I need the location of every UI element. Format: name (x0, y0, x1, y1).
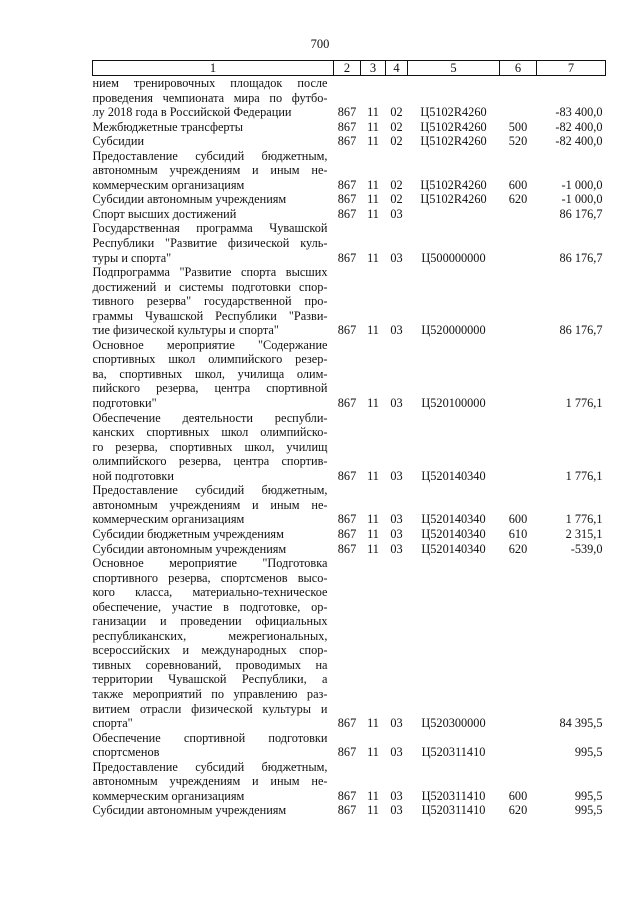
description-line: Государственная программа Чувашской (92, 221, 328, 236)
description-line: обеспечение, участие в подготовке, ор- (92, 599, 328, 614)
description-line: Субсидии автономным учреждениям (92, 803, 287, 818)
table-row (93, 120, 606, 135)
row-description (93, 221, 334, 265)
row-description (93, 803, 334, 818)
description-line: достижений и системы подготовки спор- (92, 279, 328, 294)
description-line: ганизации и проведении официальных (92, 614, 328, 629)
amount-value: 2 315,1 (565, 526, 603, 541)
amount-value: 1 776,1 (565, 396, 603, 411)
target-article-code: Ц520300000 (421, 716, 486, 731)
target-article-code: Ц520140340 (421, 512, 486, 527)
ministry-code: 867 (337, 206, 357, 221)
target-article-code: Ц520311410 (421, 788, 486, 803)
ministry-code: 867 (337, 526, 357, 541)
amount-value: 86 176,7 (559, 323, 603, 338)
amount-value: -82 400,0 (555, 134, 603, 149)
table-row (93, 207, 606, 222)
subsection-code: 03 (390, 745, 403, 760)
subsection-code: 03 (390, 323, 403, 338)
target-article-code: Ц520311410 (421, 803, 486, 818)
subsection-code: 03 (390, 803, 403, 818)
section-code: 11 (367, 512, 379, 527)
expense-type-code: 610 (508, 526, 528, 541)
section-code: 11 (367, 396, 379, 411)
table-row (93, 527, 606, 542)
header-col-2: 2 (334, 61, 361, 76)
section-code: 11 (367, 177, 379, 192)
description-line: Предоставление субсидий бюджетным, (92, 148, 328, 163)
ministry-code: 867 (337, 541, 357, 556)
ministry-code: 867 (337, 192, 357, 207)
description-line: коммерческим организациям (92, 788, 245, 803)
description-line: спортивного резерва, спортсменов высо- (92, 570, 328, 585)
description-line: спортивных школ олимпийского резер- (92, 352, 328, 367)
description-line: Спорт высших достижений (92, 206, 237, 221)
section-code: 11 (367, 323, 379, 338)
description-line: граммы Чувашской Республики "Разви- (92, 308, 328, 323)
budget-table (92, 60, 605, 818)
ministry-code: 867 (337, 745, 357, 760)
ministry-code: 867 (337, 105, 357, 120)
table-row (93, 556, 606, 731)
row-description (93, 542, 334, 557)
subsection-code: 03 (390, 396, 403, 411)
expense-type-code: 600 (508, 177, 528, 192)
row-description (93, 411, 334, 484)
description-line: Обеспечение деятельности республи- (92, 410, 328, 425)
table-row (93, 760, 606, 804)
row-description (93, 192, 334, 207)
table-row (93, 483, 606, 527)
expense-type-code (500, 76, 537, 120)
expense-type-code (500, 411, 537, 484)
section-code: 11 (367, 192, 379, 207)
target-article-code: Ц5102R4260 (420, 177, 487, 192)
row-description (93, 76, 334, 120)
target-article-code: Ц500000000 (421, 250, 486, 265)
description-line: республиканских, межрегиональных, (92, 628, 328, 643)
amount-value: -83 400,0 (555, 105, 603, 120)
amount-value: 84 395,5 (559, 716, 603, 731)
section-code: 11 (367, 134, 379, 149)
description-line: тие физической культуры и спорта" (92, 323, 279, 338)
expense-type-code (500, 338, 537, 411)
description-line: Основное мероприятие "Содержание (92, 337, 328, 352)
table-row (93, 731, 606, 760)
description-line: спортсменов (92, 745, 160, 760)
description-line: подготовки" (92, 396, 157, 411)
section-code: 11 (367, 526, 379, 541)
target-article-code: Ц520000000 (421, 323, 486, 338)
expense-type-code: 600 (508, 788, 528, 803)
subsection-code: 03 (390, 788, 403, 803)
amount-value: 86 176,7 (559, 206, 603, 221)
subsection-code: 03 (390, 541, 403, 556)
table-row (93, 221, 606, 265)
section-code: 11 (367, 119, 379, 134)
description-line: ной подготовки (92, 468, 174, 483)
ministry-code: 867 (337, 177, 357, 192)
subsection-code: 03 (390, 468, 403, 483)
description-line: нием тренировочных площадок после (92, 76, 328, 90)
section-code: 11 (367, 716, 379, 731)
row-description (93, 556, 334, 731)
ministry-code: 867 (337, 716, 357, 731)
header-col-6: 6 (500, 61, 537, 76)
row-description (93, 207, 334, 222)
description-line: лу 2018 года в Российской Федерации (92, 105, 292, 120)
expense-type-code: 620 (508, 541, 528, 556)
description-line: туры и спорта" (92, 250, 172, 265)
target-article-code: Ц5102R4260 (420, 105, 487, 120)
target-article-code: Ц520100000 (421, 396, 486, 411)
expense-type-code (500, 221, 537, 265)
description-line: автономным учреждениям и иным не- (92, 163, 328, 178)
description-line: Подпрограмма "Развитие спорта высших (92, 265, 328, 280)
row-description (93, 527, 334, 542)
header-col-3: 3 (361, 61, 386, 76)
ministry-code: 867 (337, 119, 357, 134)
target-article-code: Ц5102R4260 (420, 192, 487, 207)
section-code: 11 (367, 541, 379, 556)
description-line: Субсидии автономным учреждениям (92, 541, 287, 556)
header-col-5: 5 (408, 61, 500, 76)
table-body (93, 76, 606, 818)
description-line: Обеспечение спортивной подготовки (92, 730, 328, 745)
description-line: Межбюджетные трансферты (92, 119, 244, 134)
target-article-code (408, 207, 500, 222)
expense-type-code: 620 (508, 803, 528, 818)
subsection-code: 02 (390, 119, 403, 134)
description-line: автономным учреждениям и иным не- (92, 497, 328, 512)
description-line: пийского резерва, центра спортивной (92, 381, 328, 396)
table-row (93, 338, 606, 411)
table-header (93, 61, 606, 76)
expense-type-code (500, 556, 537, 731)
amount-value: 995,5 (574, 788, 603, 803)
section-code: 11 (367, 206, 379, 221)
description-line: олимпийского резерва, центра спортив- (92, 454, 328, 469)
table-row (93, 411, 606, 484)
description-line: тивного резерва" государственной про- (92, 294, 328, 309)
row-description (93, 120, 334, 135)
description-line: го резерва, спортивных школ, училищ (92, 439, 328, 454)
amount-value: -1 000,0 (561, 177, 603, 192)
amount-value: 1 776,1 (565, 468, 603, 483)
subsection-code: 02 (390, 105, 403, 120)
description-line: проведения чемпионата мира по футбо- (92, 90, 328, 105)
description-line: Субсидии автономным учреждениям (92, 192, 287, 207)
section-code: 11 (367, 745, 379, 760)
amount-value: -539,0 (570, 541, 603, 556)
description-line: тивных соревнований, проводимых на (92, 657, 328, 672)
subsection-code: 03 (390, 716, 403, 731)
table-row (93, 265, 606, 338)
section-code: 11 (367, 105, 379, 120)
expense-type-code: 600 (508, 512, 528, 527)
expense-type-code (500, 207, 537, 222)
amount-value: 86 176,7 (559, 250, 603, 265)
row-description (93, 731, 334, 760)
description-line: Республики "Развитие физической куль- (92, 236, 328, 251)
expense-type-code (500, 731, 537, 760)
description-line: спорта" (92, 716, 133, 731)
ministry-code: 867 (337, 803, 357, 818)
description-line: кого класса, материально-техническое (92, 585, 328, 600)
expense-type-code: 520 (508, 134, 528, 149)
section-code: 11 (367, 788, 379, 803)
table-row (93, 134, 606, 149)
description-line: Предоставление субсидий бюджетным, (92, 759, 328, 774)
amount-value: -1 000,0 (561, 192, 603, 207)
description-line: также мероприятий по управлению раз- (92, 686, 328, 701)
header-col-4: 4 (386, 61, 408, 76)
subsection-code: 02 (390, 134, 403, 149)
description-line: Предоставление субсидий бюджетным, (92, 483, 328, 498)
table-row (93, 149, 606, 193)
ministry-code: 867 (337, 250, 357, 265)
ministry-code: 867 (337, 512, 357, 527)
row-description (93, 134, 334, 149)
row-description (93, 338, 334, 411)
description-line: территории Чувашской Республики, а (92, 672, 328, 687)
section-code: 11 (367, 468, 379, 483)
description-line: ва, спортивных школ, училища олим- (92, 366, 328, 381)
page-number: 700 (310, 37, 330, 51)
table-row (93, 76, 606, 120)
subsection-code: 03 (390, 250, 403, 265)
table-row (93, 192, 606, 207)
header-col-1: 1 (93, 61, 334, 76)
amount-value: 1 776,1 (565, 512, 603, 527)
description-line: Субсидии (92, 134, 145, 149)
section-code: 11 (367, 803, 379, 818)
amount-value: 995,5 (574, 803, 603, 818)
section-code: 11 (367, 250, 379, 265)
description-line: коммерческим организациям (92, 512, 245, 527)
target-article-code: Ц5102R4260 (420, 134, 487, 149)
ministry-code: 867 (337, 134, 357, 149)
subsection-code: 03 (390, 512, 403, 527)
ministry-code: 867 (337, 468, 357, 483)
target-article-code: Ц520140340 (421, 468, 486, 483)
target-article-code: Ц5102R4260 (420, 119, 487, 134)
subsection-code: 03 (390, 526, 403, 541)
target-article-code: Ц520311410 (421, 745, 486, 760)
target-article-code: Ц520140340 (421, 541, 486, 556)
ministry-code: 867 (337, 396, 357, 411)
header-col-7: 7 (537, 61, 606, 76)
ministry-code: 867 (337, 323, 357, 338)
table-row (93, 542, 606, 557)
ministry-code: 867 (337, 788, 357, 803)
description-line: коммерческим организациям (92, 177, 245, 192)
description-line: автономным учреждениям и иным не- (92, 774, 328, 789)
description-line: всероссийских и международных спор- (92, 643, 328, 658)
subsection-code: 03 (390, 206, 403, 221)
expense-type-code: 620 (508, 192, 528, 207)
row-description (93, 149, 334, 193)
expense-type-code (500, 265, 537, 338)
subsection-code: 02 (390, 177, 403, 192)
description-line: витием отрасли физической культуры и (92, 701, 328, 716)
table-row (93, 803, 606, 818)
description-line: Основное мероприятие "Подготовка (92, 556, 328, 571)
target-article-code: Ц520140340 (421, 526, 486, 541)
row-description (93, 483, 334, 527)
row-description (93, 265, 334, 338)
description-line: Субсидии бюджетным учреждениям (92, 526, 284, 541)
description-line: канских спортивных школ олимпийско- (92, 425, 328, 440)
subsection-code: 02 (390, 192, 403, 207)
amount-value: -82 400,0 (555, 119, 603, 134)
amount-value: 995,5 (574, 745, 603, 760)
expense-type-code: 500 (508, 119, 528, 134)
row-description (93, 760, 334, 804)
